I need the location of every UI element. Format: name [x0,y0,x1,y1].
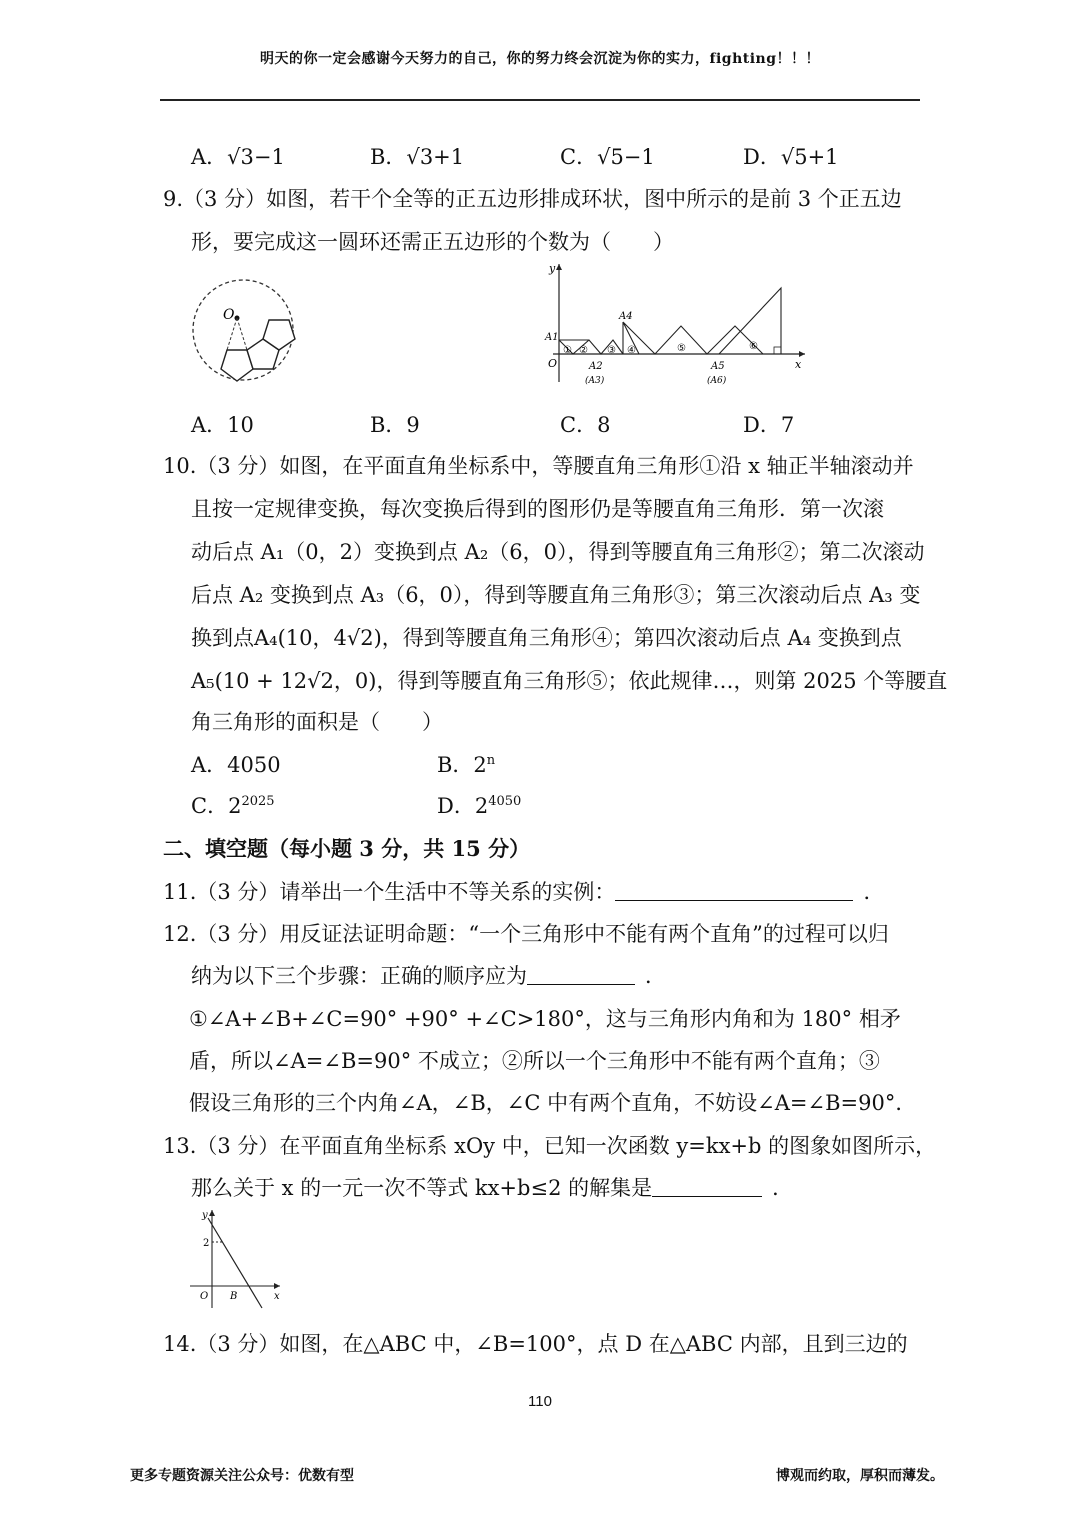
svg-text:⑤: ⑤ [677,343,686,354]
q10-line-7: 角三角形的面积是（ ） [191,710,443,734]
q11-text: 11.（3 分）请举出一个生活中不等关系的实例： ． [163,880,885,904]
q9-line-1: 9.（3 分）如图，若干个全等的正五边形排成环状，图中所示的是前 3 个正五边 [163,187,902,211]
header-motto: 明天的你一定会感谢今天努力的自己，你的努力终会沉淀为你的实力，fighting！！！ [259,51,821,67]
q12-line-2: 纳为以下三个步骤：正确的顺序应为 ． [191,964,666,988]
q9-option-d: D．7 [743,413,795,437]
pentagon-ring-figure [185,262,305,398]
q13-line-2: 那么关于 x 的一元一次不等式 kx+b≤2 的解集是 ． [191,1176,794,1200]
q8-option-a: A．√3−1 [191,145,285,169]
q9-option-b: B．9 [370,413,420,437]
svg-text:①: ① [563,345,572,356]
q12-line-3: ①∠A+∠B+∠C=90° +90° +∠C>180°，这与三角形内角和为 180° 相矛 [189,1007,901,1031]
q9-line-2: 形，要完成这一圆环还需正五边形的个数为（ ） [191,230,674,254]
svg-text:x: x [795,358,802,371]
q8-option-c: C．√5−1 [560,145,655,169]
svg-text:A4: A4 [619,311,633,322]
q10-line-4: 后点 A₂ 变换到点 A₃（6，0），得到等腰直角三角形③；第三次滚动后点 A₃ 变 [191,583,921,607]
q10-option-b: B．2$^n$ [437,753,496,777]
q9-option-a: A．10 [191,413,254,437]
svg-text:x: x [274,1291,280,1302]
q10-line-1: 10.（3 分）如图，在平面直角坐标系中，等腰直角三角形①沿 x 轴正半轴滚动并 [163,454,914,478]
svg-text:(A6): (A6) [707,376,727,386]
q12-line-1: 12.（3 分）用反证法证明命题：“一个三角形中不能有两个直角”的过程可以归 [163,922,889,946]
q10-option-c: C．$2^{2025}$ [191,794,275,818]
q10-option-a: A．4050 [191,753,281,777]
footer-right: 博观而约取，厚积而薄发。 [776,1468,944,1484]
svg-text:④: ④ [627,345,636,356]
svg-text:B: B [230,1291,238,1302]
section-2-title: 二、填空题（每小题 3 分，共 15 分） [163,836,531,861]
svg-text:O: O [200,1291,209,1302]
svg-text:(A3): (A3) [585,376,605,386]
page-number: 110 [528,1393,552,1410]
svg-text:③: ③ [607,345,616,356]
q8-option-b: B．√3+1 [370,145,465,169]
q11-answer-blank [615,880,853,901]
q12-answer-blank [527,964,635,985]
svg-text:A1: A1 [545,332,559,343]
footer-left: 更多专题资源关注公众号：优数有型 [130,1468,354,1484]
svg-text:2: 2 [203,1238,210,1249]
svg-text:A2: A2 [589,361,603,372]
svg-text:O: O [548,357,558,370]
q10-option-d: D．$2^{4050}$ [437,794,522,818]
svg-text:A5: A5 [711,361,725,372]
q14-line-1: 14.（3 分）如图，在△ABC 中，∠B=100°，点 D 在△ABC 内部，且到三边的 [163,1332,908,1356]
svg-text:⑥: ⑥ [749,341,758,352]
q10-line-5: 换到点A₄(10，4√2)，得到等腰直角三角形④；第四次滚动后点 A₄ 变换到点 [191,626,902,650]
linear-function-figure [188,1206,288,1312]
header-divider [160,99,920,101]
rolling-triangles-figure [543,260,813,390]
q9-option-c: C．8 [560,413,611,437]
q10-line-2: 且按一定规律变换，每次变换后得到的图形仍是等腰直角三角形．第一次滚 [191,497,884,521]
q12-line-4: 盾，所以∠A=∠B=90° 不成立；②所以一个三角形中不能有两个直角；③ [189,1049,880,1073]
q8-option-d: D．√5+1 [743,145,839,169]
svg-text:y: y [202,1210,208,1221]
svg-text:②: ② [579,345,588,356]
q10-line-3: 动后点 A₁（0，2）变换到点 A₂（6，0），得到等腰直角三角形②；第二次滚动 [191,540,925,564]
q10-line-6: A₅(10 + 12√2，0)，得到等腰直角三角形⑤；依此规律…，则第 2025 个等腰直 [191,669,948,693]
fig9-origin-label: O [223,307,235,323]
q12-line-5: 假设三角形的三个内角∠A，∠B，∠C 中有两个直角，不妨设∠A=∠B=90°． [189,1091,917,1115]
q13-line-1: 13.（3 分）在平面直角坐标系 xOy 中，已知一次函数 y=kx+b 的图象如图所示， [163,1134,937,1158]
svg-text:y: y [549,262,556,275]
q13-answer-blank [652,1176,762,1197]
